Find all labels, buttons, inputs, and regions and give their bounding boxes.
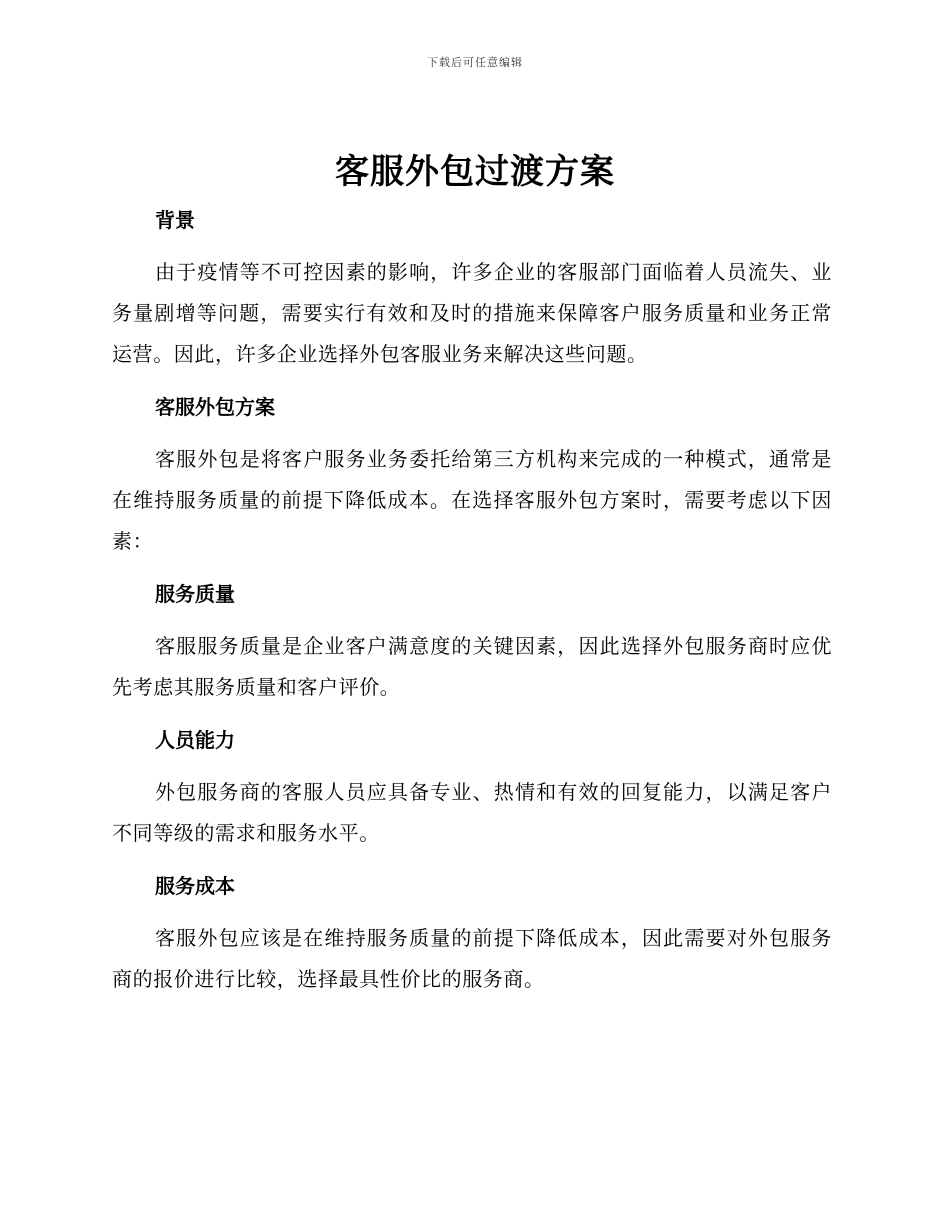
section-heading: 服务质量 (155, 582, 235, 606)
section-background (112, 200, 832, 375)
section-staff-capability (112, 720, 832, 854)
document-body (112, 200, 832, 1012)
section-heading: 背景 (155, 208, 195, 232)
section-heading: 人员能力 (155, 728, 235, 752)
section-paragraph: 客服外包应该是在维持服务质量的前提下降低成本，因此需要对外包服务商的报价进行比较，选择最具性价比的服务商。 (112, 926, 832, 991)
section-paragraph: 客服外包是将客户服务业务委托给第三方机构来完成的一种模式，通常是在维持服务质量的前提下降低成本。在选择客服外包方案时，需要考虑以下因素： (112, 447, 832, 553)
section-service-cost (112, 866, 832, 1000)
section-paragraph: 外包服务商的客服人员应具备专业、热情和有效的回复能力，以满足客户不同等级的需求和服务水平。 (112, 780, 832, 845)
section-outsourcing-plan (112, 387, 832, 562)
document-title: 客服外包过渡方案 (335, 152, 615, 192)
header-note: 下载后可任意编辑 (427, 56, 523, 69)
section-heading: 服务成本 (155, 874, 235, 898)
section-paragraph: 客服服务质量是企业客户满意度的关键因素，因此选择外包服务商时应优先考虑其服务质量和客户评价。 (112, 634, 832, 699)
section-service-quality (112, 574, 832, 708)
section-heading: 客服外包方案 (155, 395, 275, 419)
section-paragraph: 由于疫情等不可控因素的影响，许多企业的客服部门面临着人员流失、业务量剧增等问题，需要实行有效和及时的措施来保障客户服务质量和业务正常运营。因此，许多企业选择外包客服业务来解决这些问题。 (112, 260, 832, 366)
